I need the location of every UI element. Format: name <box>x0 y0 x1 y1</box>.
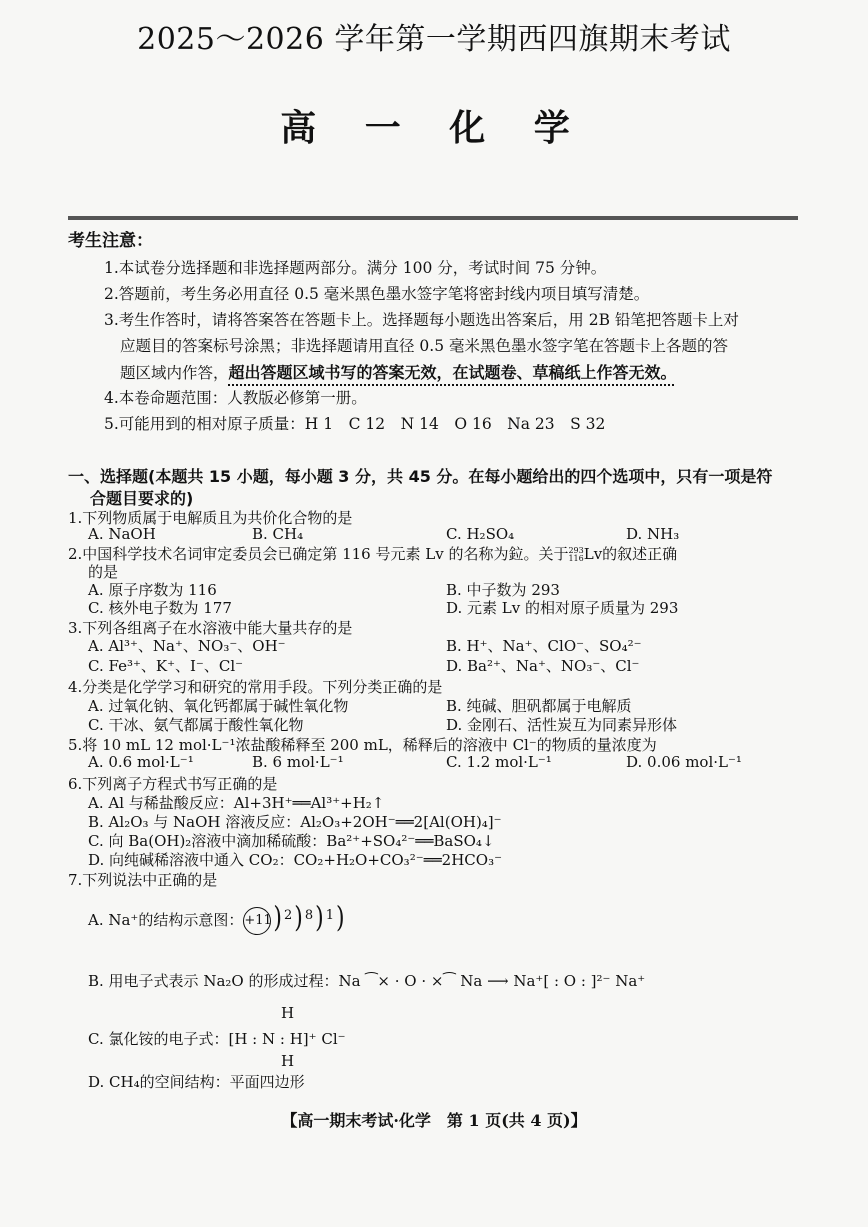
q6-option-a: A. Al 与稀盐酸反应：Al+3H⁺══Al³⁺+H₂↑ <box>88 794 385 812</box>
q7-option-a <box>88 902 347 935</box>
q2-mass-number: 293 <box>568 546 584 555</box>
q6-option-d: D. 向纯碱稀溶液中通入 CO₂：CO₂+H₂O+CO₃²⁻══2HCO₃⁻ <box>88 851 503 869</box>
q4-option-b: B. 纯碱、胆矾都属于电解质 <box>446 697 632 715</box>
q2-option-b: B. 中子数为 293 <box>446 581 560 599</box>
q2-option-a: A. 原子序数为 116 <box>88 581 217 599</box>
na-nucleus-circle: +11 <box>243 907 271 935</box>
q5-option-c: C. 1.2 mol·L⁻¹ <box>446 753 552 771</box>
notice-item-5: 5.可能用到的相对原子质量：H 1 C 12 N 14 O 16 Na 23 S 32 <box>104 415 606 433</box>
q3-option-d: D. Ba²⁺、Na⁺、NO₃⁻、Cl⁻ <box>446 657 640 675</box>
notice-item-3-tail: 题区域内作答， <box>120 364 229 382</box>
q2-nuclide-symbol: Lv <box>583 545 603 563</box>
nh4-bottom-h: H <box>281 1052 295 1070</box>
q3-option-b: B. H⁺、Na⁺、ClO⁻、SO₄²⁻ <box>446 637 642 655</box>
notice-heading: 考生注意： <box>68 231 153 251</box>
q5-option-d: D. 0.06 mol·L⁻¹ <box>626 753 742 771</box>
question-2-stem-cont: 的是 <box>88 563 119 581</box>
notice-item-1: 1.本试卷分选择题和非选择题两部分。满分 100 分，考试时间 75 分钟。 <box>104 259 607 277</box>
question-3-stem: 3.下列各组离子在水溶液中能大量共存的是 <box>68 619 353 637</box>
shell-count-3: 1 <box>325 908 334 923</box>
q7-option-a-text: A. Na⁺的结构示意图： <box>88 911 244 929</box>
q6-option-b: B. Al₂O₃ 与 NaOH 溶液反应：Al₂O₃+2OH⁻══2[Al(OH)₄]⁻ <box>88 813 502 831</box>
shell-arc: ) <box>315 902 324 935</box>
notice-item-3-cont: 应题目的答案标号涂黑；非选择题请用直径 0.5 毫米黑色墨水签字笔在答题卡上各题的答 <box>120 337 729 355</box>
q6-option-c: C. 向 Ba(OH)₂溶液中滴加稀硫酸：Ba²⁺+SO₄²⁻══BaSO₄↓ <box>88 832 495 850</box>
question-4-stem: 4.分类是化学学习和研究的常用手段。下列分类正确的是 <box>68 678 443 696</box>
q2-option-d: D. 元素 Lv 的相对原子质量为 293 <box>446 599 679 617</box>
page-footer: 【高一期末考试·化学 第 1 页(共 4 页)】 <box>281 1111 587 1130</box>
question-2-stem <box>68 543 677 564</box>
q3-option-a: A. Al³⁺、Na⁺、NO₃⁻、OH⁻ <box>88 637 286 655</box>
shell-arc: ) <box>335 902 345 935</box>
q2-atomic-number: 116 <box>568 554 584 563</box>
question-6-stem: 6.下列离子方程式书写正确的是 <box>68 775 278 793</box>
q5-option-b: B. 6 mol·L⁻¹ <box>252 753 344 771</box>
section-heading-cont: 合题目要求的) <box>90 489 194 508</box>
q1-option-a: A. NaOH <box>88 525 156 543</box>
q1-option-d: D. NH₃ <box>626 525 680 543</box>
q7-option-c-text: C. 氯化铵的电子式： <box>88 1030 229 1048</box>
question-7-stem: 7.下列说法中正确的是 <box>68 871 218 889</box>
q2-stem-end: 的叙述正确 <box>602 545 678 563</box>
q1-option-c: C. H₂SO₄ <box>446 525 515 543</box>
na2o-formation-formula: Na ⁀× · O · ×⁀ Na ⟶ Na⁺[ : O : ]²⁻ Na⁺ <box>338 972 646 990</box>
exam-subject: 高 一 化 学 <box>280 107 588 149</box>
q7-option-b <box>88 970 645 991</box>
exam-title: 2025～2026 学年第一学期西四旗期末考试 <box>137 22 731 57</box>
q4-option-a: A. 过氧化钠、氧化钙都属于碱性氧化物 <box>88 697 349 715</box>
shell-arc: ) <box>273 902 282 935</box>
header-divider <box>68 216 798 220</box>
notice-item-2: 2.答题前，考生务必用直径 0.5 毫米黑色墨水签字笔将密封线内项目填写清楚。 <box>104 285 650 303</box>
nh4-top-h: H <box>281 1004 295 1022</box>
q1-option-b: B. CH₄ <box>252 525 304 543</box>
question-5-stem: 5.将 10 mL 12 mol·L⁻¹浓盐酸稀释至 200 mL，稀释后的溶液中 Cl⁻的物质的量浓度为 <box>68 736 657 754</box>
q5-option-a: A. 0.6 mol·L⁻¹ <box>88 753 194 771</box>
notice-emphasis: 超出答题区域书写的答案无效，在试题卷、草稿纸上作答无效。 <box>228 363 677 382</box>
q7-option-c <box>88 1028 346 1049</box>
q2-stem-text: 2.中国科学技术名词审定委员会已确定第 116 号元素 Lv 的名称为鉝。关于 <box>68 545 569 563</box>
q3-option-c: C. Fe³⁺、K⁺、I⁻、Cl⁻ <box>88 657 244 675</box>
shell-count-1: 2 <box>283 908 293 923</box>
q2-nuclide-numbers <box>568 547 583 563</box>
question-1-stem: 1.下列物质属于电解质且为共价化合物的是 <box>68 509 353 527</box>
q4-option-d: D. 金刚石、活性炭互为同素异形体 <box>446 716 678 734</box>
notice-item-3: 3.考生作答时，请将答案答在答题卡上。选择题每小题选出答案后，用 2B 铅笔把答题卡上对 <box>104 311 739 329</box>
nh4cl-electron-formula: [H : N : H]⁺ Cl⁻ <box>228 1030 346 1048</box>
q7-option-d: D. CH₄的空间结构：平面四边形 <box>88 1073 305 1091</box>
section-heading: 一、选择题(本题共 15 小题，每小题 3 分，共 45 分。在每小题给出的四个选项中，只有一项是符 <box>68 467 773 486</box>
q4-option-c: C. 干冰、氨气都属于酸性氧化物 <box>88 716 304 734</box>
notice-item-3-cont2 <box>120 360 677 383</box>
shell-arc: ) <box>294 902 303 935</box>
notice-item-4: 4.本卷命题范围：人教版必修第一册。 <box>104 389 367 407</box>
q7-option-b-text: B. 用电子式表示 Na₂O 的形成过程： <box>88 972 339 990</box>
q2-option-c: C. 核外电子数为 177 <box>88 599 232 617</box>
shell-count-2: 8 <box>304 908 314 923</box>
